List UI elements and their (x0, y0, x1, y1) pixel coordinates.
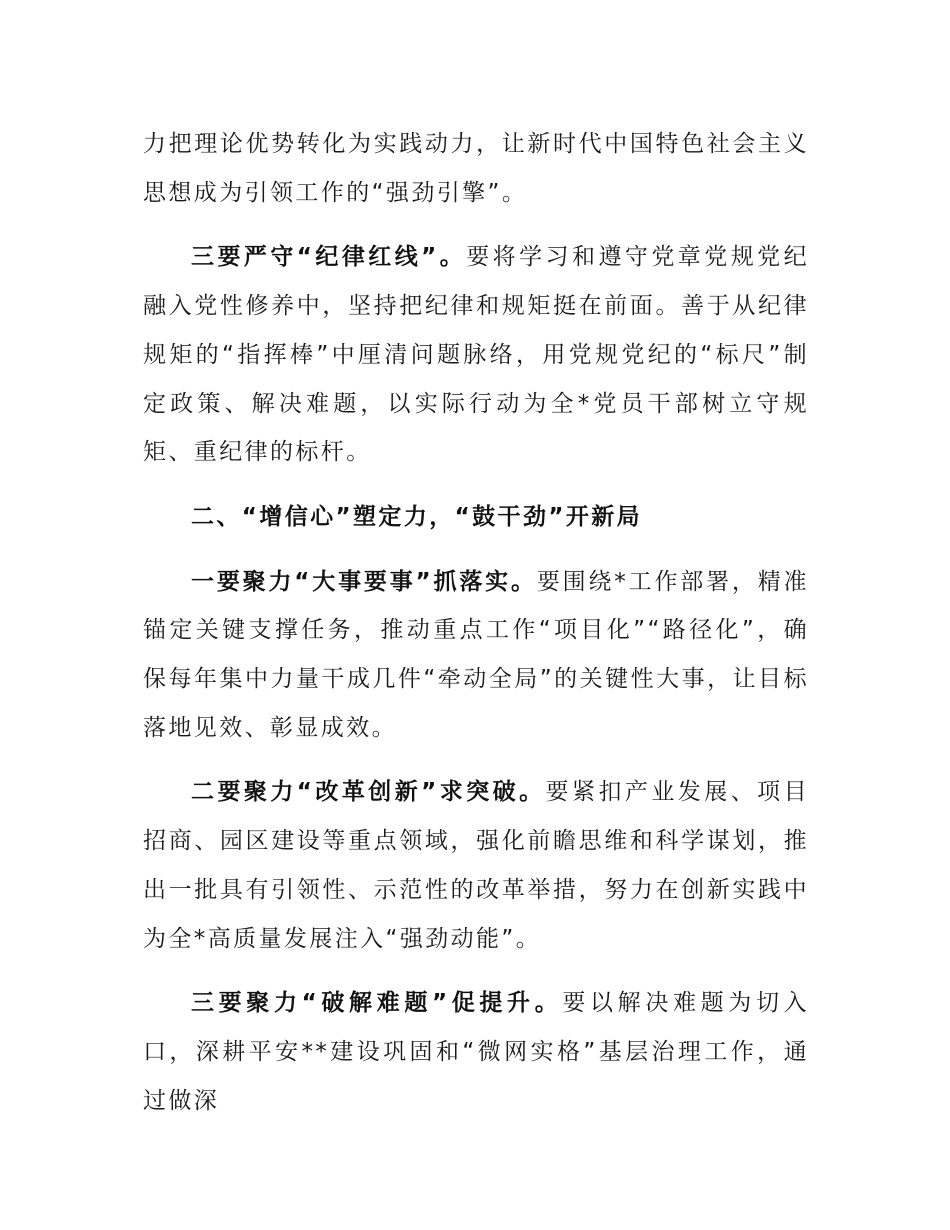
paragraph-text: 要将学习和遵守党章党规党纪融入党性修养中，坚持把纪律和规矩挺在前面。善于从纪律规矩的“指挥棒”中厘清问题脉络，用党规党纪的“标尺”制定政策、解决难题，以实际行动为全*党员干部树立守规矩、重纪律的标杆。 (143, 244, 809, 466)
paragraph-problems (143, 979, 809, 1125)
paragraph-lead: 一要聚力“大事要事”抓落实。 (191, 568, 537, 595)
paragraph-spacer (143, 752, 809, 768)
document-body (143, 120, 809, 1125)
paragraph-major-tasks (143, 558, 809, 753)
paragraph-spacer (143, 963, 809, 979)
paragraph-spacer (143, 217, 809, 233)
paragraph-lead: 三要聚力“破解难题”促提升。 (191, 990, 563, 1017)
paragraph-text: 要围绕*工作部署，精准锚定关键支撑任务，推动重点工作“项目化”“路径化”，确保每年集中力量干成几件“牵动全局”的关键性大事，让目标落地见效、彰显成效。 (143, 568, 809, 741)
paragraph-reform (143, 768, 809, 963)
paragraph-lead: 二要聚力“改革创新”求突破。 (191, 779, 546, 806)
paragraph-continued (143, 120, 809, 217)
paragraph-discipline (143, 233, 809, 477)
paragraph-text: 要以解决难题为切入口，深耕平安**建设巩固和“微网实格”基层治理工作，通过做深 (143, 990, 809, 1114)
paragraph-text: 力把理论优势转化为实践动力，让新时代中国特色社会主义思想成为引领工作的“强劲引擎”。 (143, 131, 809, 206)
section-heading-text: 二、“增信心”塑定力，“鼓干劲”开新局 (191, 503, 643, 530)
paragraph-spacer (143, 542, 809, 558)
paragraph-text: 要紧扣产业发展、项目招商、园区建设等重点领域，强化前瞻思维和科学谋划，推出一批具有引领性、示范性的改革举措，努力在创新实践中为全*高质量发展注入“强劲动能”。 (143, 779, 809, 952)
section-heading (143, 493, 809, 542)
paragraph-lead: 三要严守“纪律红线”。 (191, 244, 467, 271)
paragraph-spacer (143, 477, 809, 493)
